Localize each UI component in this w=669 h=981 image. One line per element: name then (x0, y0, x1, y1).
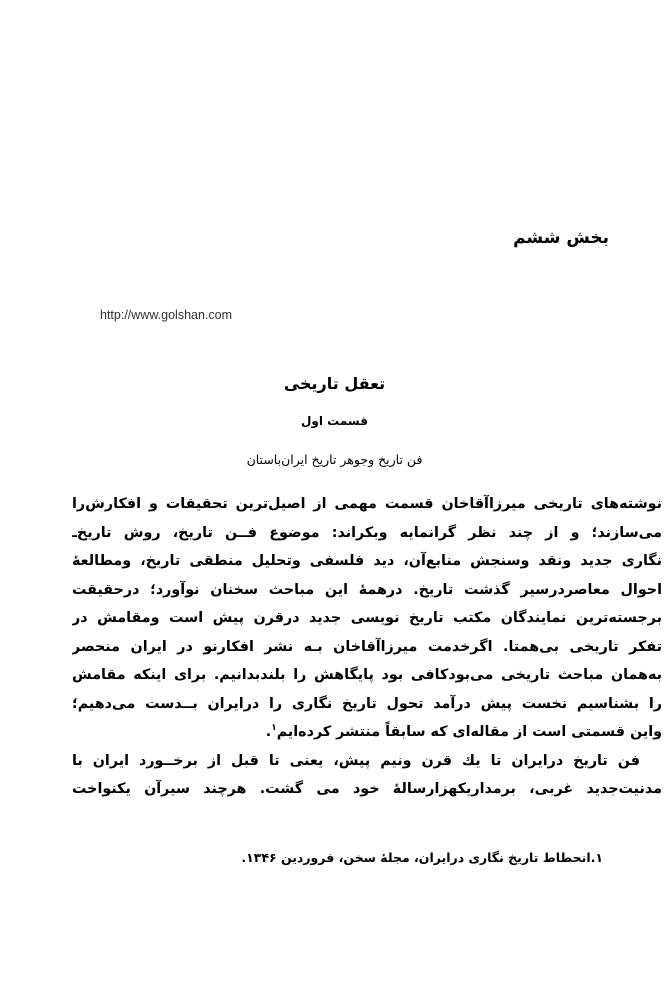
paragraph2-line: فن تاریخ درایران تا یك قرن ونیم پیش، یعنی تا قبل از برخــورد ایران با (72, 752, 640, 769)
body-line: نگاری جدید ونقد وسنجش منابع‌آن، دید فلسفی وتحلیل منطقی تاریخ، ومطالعهٔ (72, 553, 662, 569)
body-line-text: واین قسمتی است از مقاله‌ای که سابقاً منتشر کرده‌ایم (276, 724, 662, 740)
body-text (72, 490, 662, 804)
watermark-url: http://www.golshan.com (100, 308, 233, 322)
body-line-last (72, 718, 662, 747)
section-heading: بخش ششم (513, 228, 609, 248)
body-line: احوال معاصردرسیر گذشت تاریخ. درهمهٔ این مباحث سخنان نوآورد؛ درحقیقت (72, 581, 662, 598)
body-line: تفکر تاریخی بی‌همتا. اگرخدمت میرزاآقاخان بـه نشر افکارنو در ایران منحصر (72, 638, 662, 655)
footnote: ۱.انحطاط تاریخ نگاری درایران، مجلهٔ سخن، فروردین ۱۳۴۶. (241, 850, 603, 865)
body-line: نوشته‌های تاریخی میرزاآقاخان قسمت مهمی از اصیل‌ترین تحقیقات و افکارش‌را (72, 496, 662, 512)
chapter-subtitle: فن تاریخ وجوهر تاریخ ایران‌باستان (246, 452, 423, 467)
body-line: به‌همان مباحث تاریخی می‌بودکافی بود پایگاهش را بلندبدانیم. برای اینکه مقامش (72, 667, 662, 683)
footnote-reference[interactable]: ۱ (271, 723, 277, 734)
body-line: می‌سازند؛ و از چند نظر گرانمایه وبکراند: موضوع فــن تاریخ، روش تاریخ‌ـ (72, 524, 662, 541)
paragraph2-line: مدنیت‌جدید غربی، برمداریکهزارسالهٔ خود می گشت. هرچند سیرآن یکنواخت (72, 781, 662, 797)
part-label: قسمت اول (301, 414, 368, 428)
sentence-end: . (265, 724, 272, 740)
chapter-title: تعقل تاریخی (283, 374, 386, 393)
body-line: را بشناسیم نخست پیش درآمد تحول تاریخ نگاری را درایران بــدست می‌دهیم؛ (72, 695, 662, 712)
body-line: برجسته‌ترین نمایندگان مکتب تاریخ نویسی جدید درقرن پیش است ومقامش در (72, 610, 662, 626)
